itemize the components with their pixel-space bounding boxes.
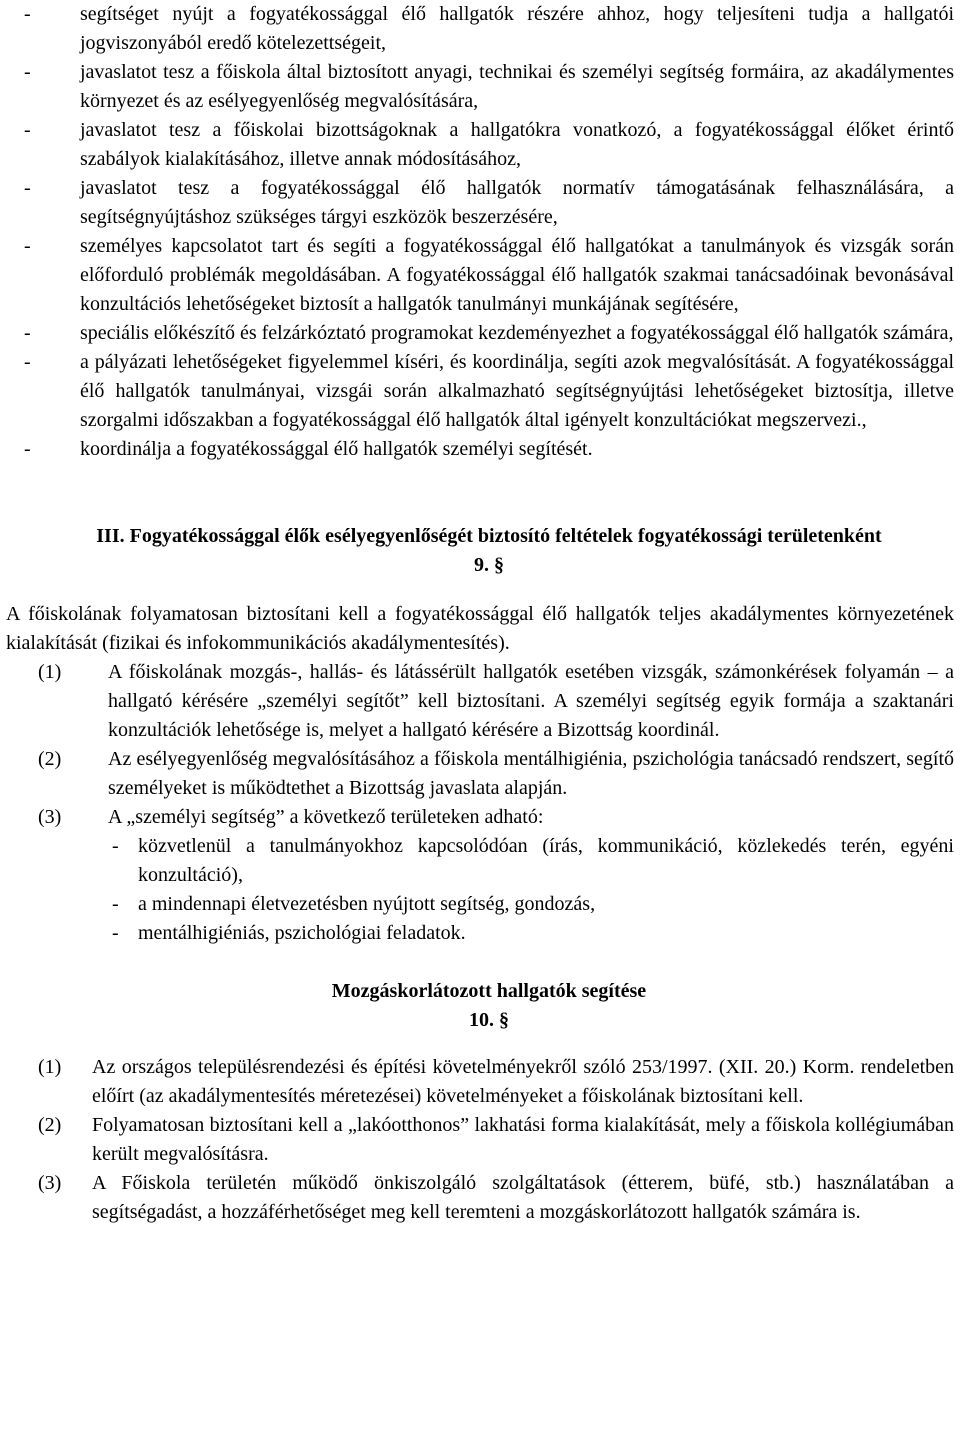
item-number: (2) [38,1114,62,1136]
sub-list [24,832,954,948]
section-title: Mozgáskorlátozott hallgatók segítése [331,980,647,1002]
numbered-item [24,658,954,745]
section-intro: A főiskolának folyamatosan biztosítani kell a fogyatékossággal élő hallgatók teljes akadálymentes környezetének kialakítását (fizikai és infokommunikációs akadálymentesítés). [6,603,954,654]
list-item-text: személyes kapcsolatot tart és segíti a fogyatékossággal élő hallgatókat a tanulmányok és vizsgák során előforduló problémák megoldásában. A fogyatékossággal élő hallgatók szakmai tanácsadóinak bevonásával konzultációs lehetőségeket biztosít a hallgatók tanulmányi munkájának segítésére, [80,235,954,315]
item-number: (2) [38,748,62,770]
list-item [24,232,954,319]
item-text: Az országos településrendezési és építési követelményekről szóló 253/1997. (XII. 20.) Korm. rendeletben előírt (az akadálymentesítés méretezései) követelményeket a főiskolának biztosítani kell. [92,1056,954,1107]
item-text: A „személyi segítség” a következő területeken adható: [108,806,544,828]
section-title [24,522,954,551]
item-number: (1) [38,1056,62,1078]
numbered-item [24,803,954,832]
list-item-text: koordinálja a fogyatékossággal élő hallgatók személyi segítését. [80,438,593,460]
dash-marker: - [24,438,31,460]
item-text: A főiskolának mozgás-, hallás- és látássérült hallgatók esetében vizsgák, számonkérések folyamán – a hallgató kérésére „személyi segítőt” kell biztosítani. A személyi segítség egyik formája a szaktanári konzultációk lehetősége is, melyet a hallgató kérésére a Bizottság koordinál. [108,661,954,741]
sub-list-item [112,890,954,919]
dash-marker: - [112,922,119,944]
sub-item-text: a mindennapi életvezetésben nyújtott segítség, gondozás, [138,893,596,915]
list-item-text: javaslatot tesz a fogyatékossággal élő hallgatók normatív támogatásának felhasználására, a segítségnyújtáshoz szükséges tárgyi eszközök beszerzésére, [80,177,954,228]
dash-marker: - [112,835,119,857]
item-number: (3) [38,806,62,828]
numbered-item [24,1169,954,1227]
numbered-item [24,1111,954,1169]
section-numeral: III. [96,525,125,547]
list-item-text: speciális előkészítő és felzárkóztató programokat kezdeményezhet a fogyatékossággal élő hallgatók számára, [80,322,954,344]
list-item [24,0,954,58]
list-item-text: javaslatot tesz a főiskolai bizottságoknak a hallgatókra vonatkozó, a fogyatékossággal élőket érintő szabályok kialakításához, illetve annak módosításához, [80,119,954,170]
list-item-text: javaslatot tesz a főiskola által biztosított anyagi, technikai és személyi segítség formáira, az akadálymentes környezet és az esélyegyenlőség megvalósítására, [80,61,954,112]
dash-marker: - [24,351,31,373]
dash-marker: - [112,893,119,915]
item-number: (1) [38,661,62,683]
list-item-text: a pályázati lehetőségeket figyelemmel kíséri, és koordinálja, segíti azok megvalósítását. A fogyatékossággal élő hallgatók tanulmányai, vizsgái során alkalmazható segítségnyújtási lehetőségeket biztosítja, illetve szorgalmi időszakban a fogyatékossággal élő hallgatók által igényelt konzultációkat megszervezi., [80,351,954,431]
dash-marker: - [24,119,31,141]
item-text: Az esélyegyenlőség megvalósításához a főiskola mentálhigiénia, pszichológia tanácsadó rendszert, segítő személyeket is működtethet a Bizottság javaslata alapján. [108,748,954,799]
section-mozgaskorlatozott [24,977,954,1227]
dash-marker: - [24,3,31,25]
list-item [24,116,954,174]
list-item [24,319,954,348]
dash-marker: - [24,235,31,257]
item-number: (3) [38,1172,62,1194]
item-text: A Főiskola területén működő önkiszolgáló szolgáltatások (étterem, büfé, stb.) használatában a segítségadást, a hozzáférhetőséget meg kell teremteni a mozgáskorlátozott hallgatók számára is. [92,1172,954,1223]
dash-marker: - [24,177,31,199]
numbered-item [24,1053,954,1111]
paragraph-number: 9. § [474,554,504,576]
list-item [24,348,954,435]
duty-list [24,0,954,464]
dash-marker: - [24,61,31,83]
list-item [24,435,954,464]
list-item [24,174,954,232]
sub-list-item [112,832,954,890]
section-title-text: Fogyatékossággal élők esélyegyenlőségét biztosító feltételek fogyatékossági területenként [129,525,882,547]
sub-list-item [112,919,954,948]
section-III [6,522,954,948]
list-item-text: segítséget nyújt a fogyatékossággal élő hallgatók részére ahhoz, hogy teljesíteni tudja a hallgatói jogviszonyából eredő kötelezettségeit, [80,3,954,54]
dash-marker: - [24,322,31,344]
sub-item-text: közvetlenül a tanulmányokhoz kapcsolódóan (írás, kommunikáció, közlekedés terén, egyéni konzultáció), [138,835,954,886]
sub-item-text: mentálhigiéniás, pszichológiai feladatok. [138,922,466,944]
item-text: Folyamatosan biztosítani kell a „lakóotthonos” lakhatási forma kialakítását, mely a főiskola kollégiumában került megvalósításra. [92,1114,954,1165]
numbered-item [24,745,954,803]
paragraph-number: 10. § [469,1009,509,1031]
list-item [24,58,954,116]
